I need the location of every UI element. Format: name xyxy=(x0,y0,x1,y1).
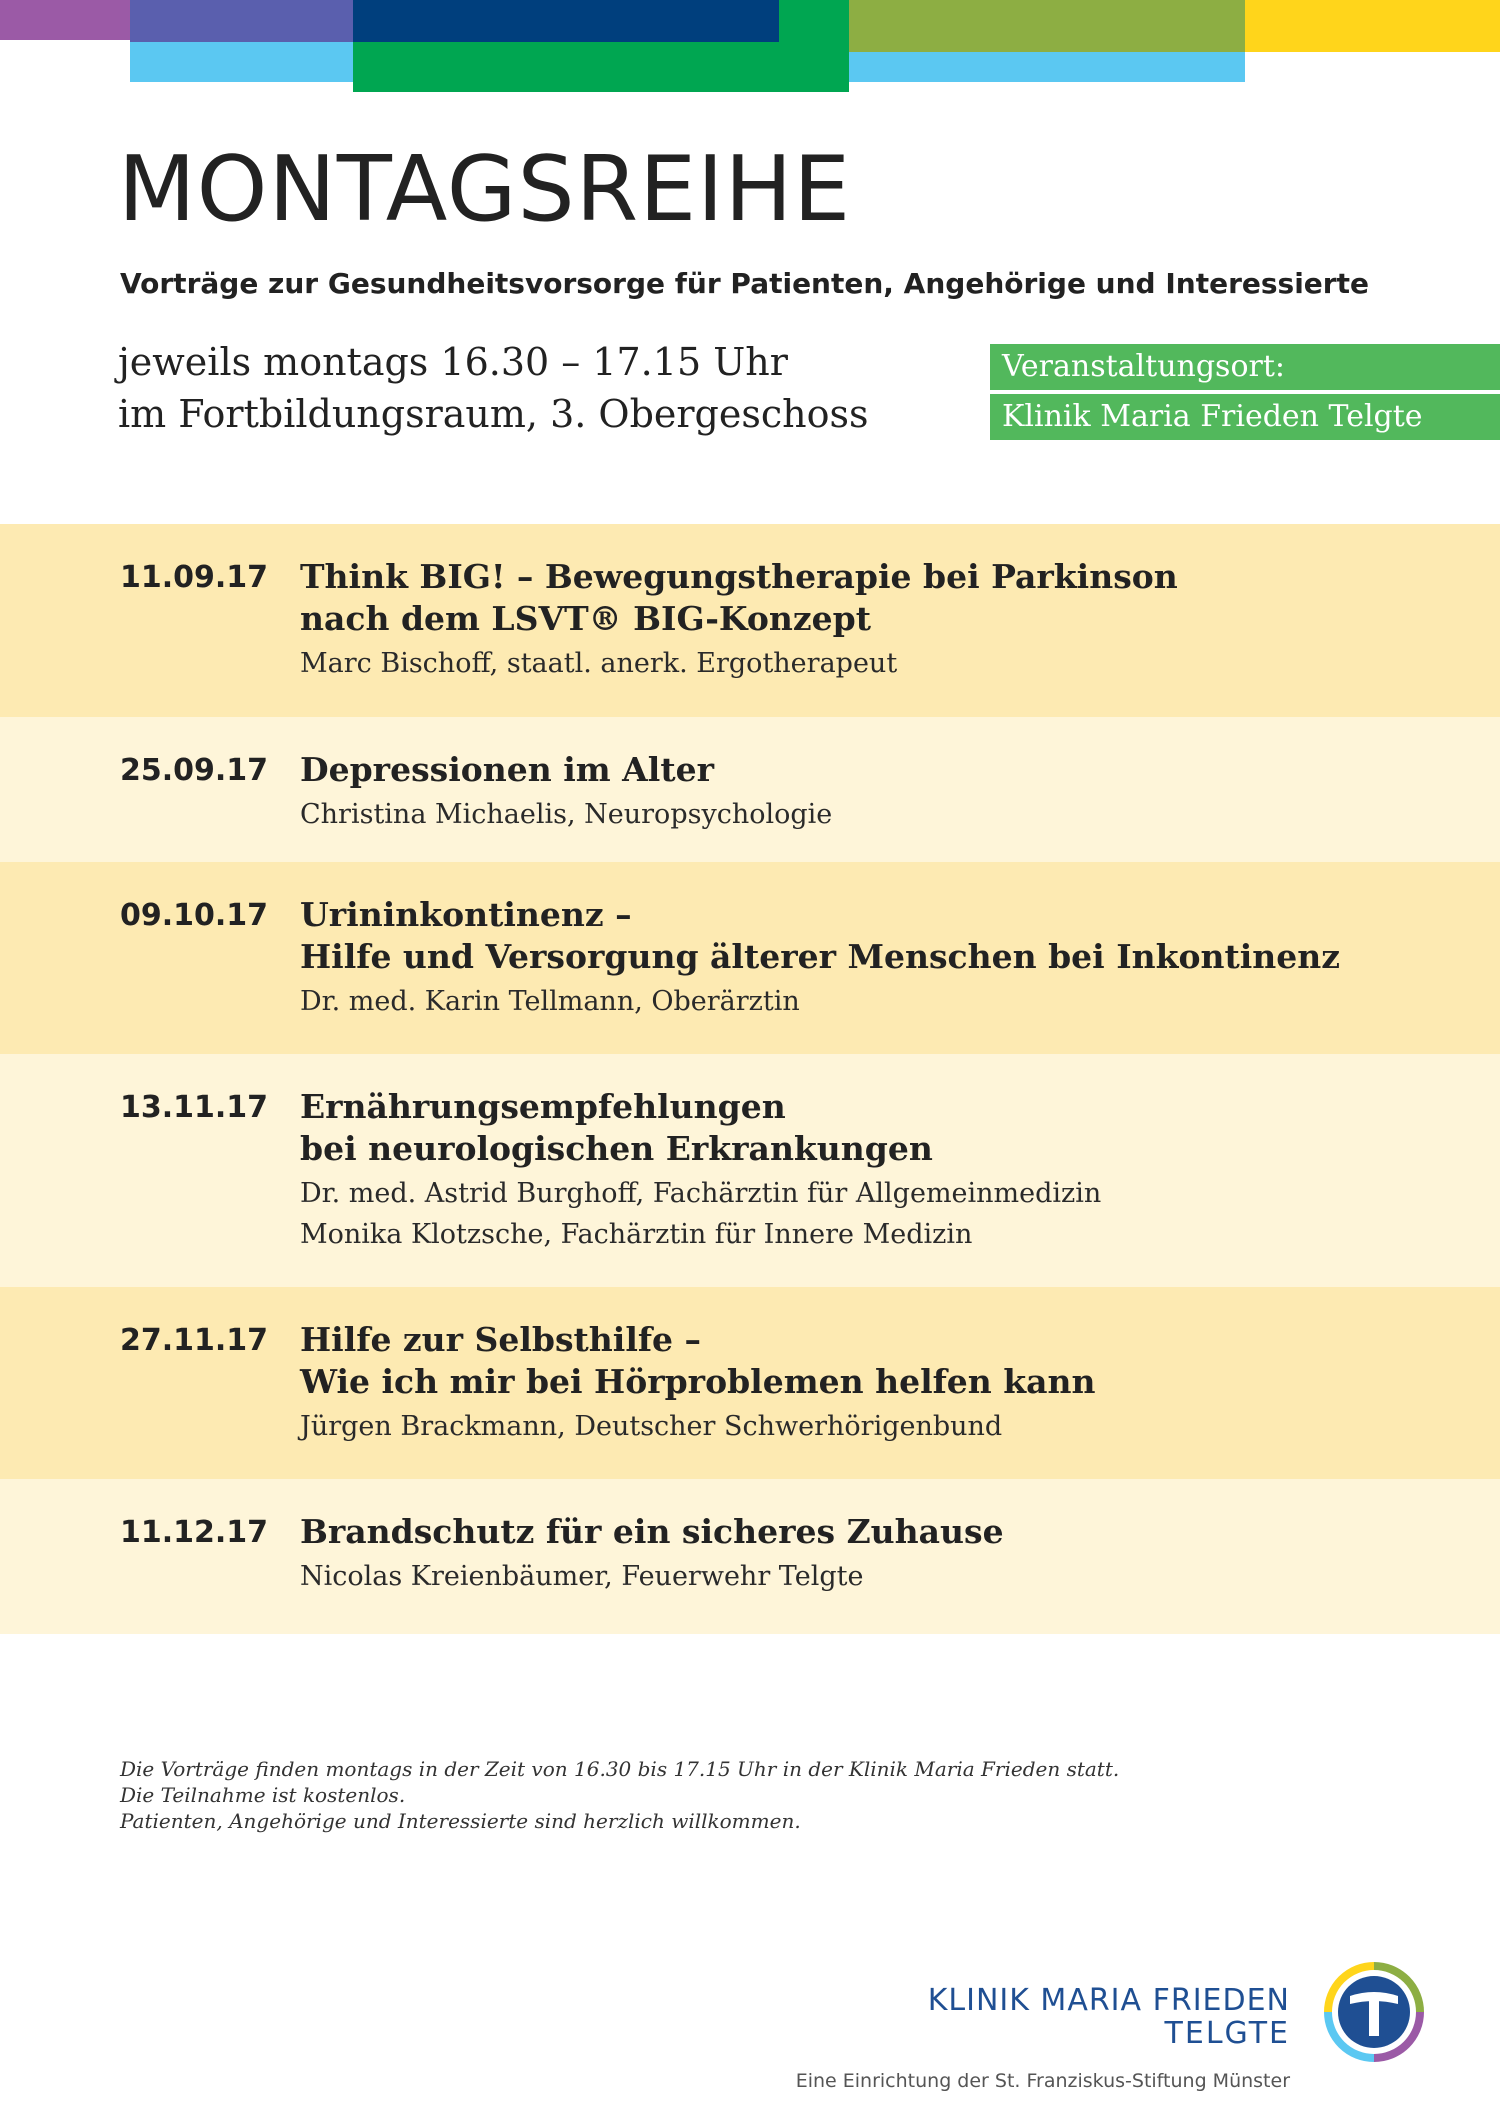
event-speaker: Jürgen Brackmann, Deutscher Schwerhörigenbund xyxy=(300,1411,1003,1442)
venue-name: Klinik Maria Frieden Telgte xyxy=(990,394,1500,440)
event-speaker: Marc Bischoff, staatl. anerk. Ergotherapeut xyxy=(300,648,898,679)
event-title: Hilfe und Versorgung älterer Menschen bei Inkontinenz xyxy=(300,937,1340,976)
event-title: Think BIG! – Bewegungstherapie bei Parkinson xyxy=(300,557,1178,596)
color-bar-olive xyxy=(849,0,1245,52)
event-date: 25.09.17 xyxy=(120,753,269,788)
event-title: Depressionen im Alter xyxy=(300,750,714,789)
event-title: Hilfe zur Selbsthilfe – xyxy=(300,1320,702,1359)
event-speaker: Christina Michaelis, Neuropsychologie xyxy=(300,799,833,830)
event-row-6 xyxy=(0,1479,1500,1634)
event-title: Ernährungsempfehlungen xyxy=(300,1087,786,1126)
page-subtitle: Vorträge zur Gesundheitsvorsorge für Patienten, Angehörige und Interessierte xyxy=(120,267,1369,300)
event-date: 27.11.17 xyxy=(120,1323,269,1358)
clinic-t-cross-icon xyxy=(1322,1960,1426,2068)
footer-note: Patienten, Angehörige und Interessierte sind herzlich willkommen. xyxy=(120,1809,801,1833)
event-speaker: Dr. med. Astrid Burghoff, Fachärztin für Allgemeinmedizin xyxy=(300,1178,1102,1209)
event-row-4 xyxy=(0,1054,1500,1287)
event-title: bei neurologischen Erkrankungen xyxy=(300,1129,933,1168)
event-title: nach dem LSVT® BIG-Konzept xyxy=(300,599,871,638)
color-bar-violet xyxy=(130,0,353,42)
event-title: Urininkontinenz – xyxy=(300,895,632,934)
schedule-room: im Fortbildungsraum, 3. Obergeschoss xyxy=(118,392,869,436)
event-row-1 xyxy=(0,524,1500,717)
footer-note: Die Vorträge finden montags in der Zeit von 16.30 bis 17.15 Uhr in der Klinik Maria Frieden statt. xyxy=(120,1757,1120,1781)
event-title: Wie ich mir bei Hörproblemen helfen kann xyxy=(300,1362,1096,1401)
color-bar-yellow xyxy=(1245,0,1500,52)
event-date: 11.12.17 xyxy=(120,1515,269,1550)
page-title: MONTAGSREIHE xyxy=(118,137,852,242)
event-row-3 xyxy=(0,862,1500,1054)
event-date: 11.09.17 xyxy=(120,560,269,595)
event-date: 13.11.17 xyxy=(120,1090,269,1125)
footer-note: Die Teilnahme ist kostenlos. xyxy=(120,1783,406,1807)
event-date: 09.10.17 xyxy=(120,898,269,933)
logo-town: TELGTE xyxy=(1164,2016,1290,2051)
event-row-2 xyxy=(0,717,1500,862)
color-bar-purple xyxy=(0,0,130,40)
logo-tagline: Eine Einrichtung der St. Franziskus-Stiftung Münster xyxy=(795,2070,1290,2092)
event-row-5 xyxy=(0,1287,1500,1479)
event-speaker: Monika Klotzsche, Fachärztin für Innere Medizin xyxy=(300,1219,973,1250)
event-speaker: Nicolas Kreienbäumer, Feuerwehr Telgte xyxy=(300,1561,864,1592)
event-title: Brandschutz für ein sicheres Zuhause xyxy=(300,1512,1004,1551)
logo-name: KLINIK MARIA FRIEDEN xyxy=(927,1983,1290,2018)
schedule-time: jeweils montags 16.30 – 17.15 Uhr xyxy=(118,340,788,384)
event-speaker: Dr. med. Karin Tellmann, Oberärztin xyxy=(300,986,800,1017)
color-bar-dark-blue xyxy=(353,0,779,42)
venue-label: Veranstaltungsort: xyxy=(990,344,1500,390)
